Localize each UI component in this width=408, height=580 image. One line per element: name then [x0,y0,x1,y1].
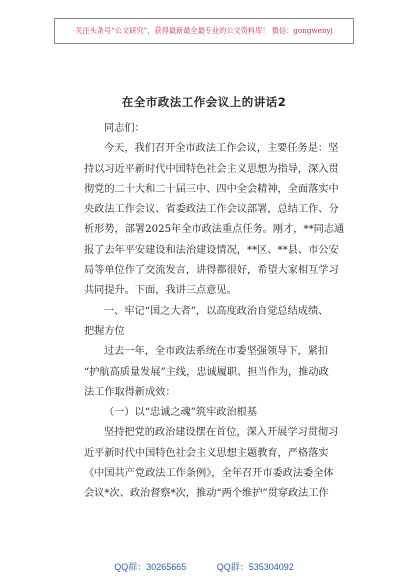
section-heading: 把握方位 [84,325,125,337]
paragraph-line: 法工作取得新成效： [84,386,176,398]
paragraph-line: 《中国共产党政法工作条例》，全年召开市委政法委全体 [84,468,334,480]
paragraph-line: 共同提升。下面，我讲三点意见。 [84,285,237,297]
document-body [84,119,348,505]
paragraph-line: 过去一年，全市政法系统在市委坚强领导下，紧扣 [104,346,329,358]
paragraph-line: 报了去年平安建设和法治建设情况，**区、**县、市公安 [84,244,339,256]
salutation: 同志们： [104,123,145,134]
paragraph-line: 央政法工作会议、省委政法工作会议部署，总结工作、分 [84,204,339,216]
subsection-heading: （一）以“忠诚之魂”筑牢政治根基 [104,407,258,419]
paragraph-line: 近平新时代中国特色社会主义思想主题教育，严格落实 [84,447,329,459]
paragraph-line: 析形势，部署2025年全市政法重点任务。刚才，**同志通 [84,224,345,236]
section-heading: 一、牢记“国之大者”，以高度政治自觉总结成绩、 [104,305,329,317]
paragraph-line: 会议*次、政治督察*次，推动“两个维护”贯穿政法工作 [84,488,329,500]
footer [0,560,408,573]
paragraph-line: 彻党的二十大和二十届三中、四中全会精神，全面落实中 [84,183,339,195]
paragraph-line: 今天，我们召开全市政法工作会议，主要任务是：坚 [104,143,339,155]
paragraph-line: 局等单位作了交流发言，讲得都很好，希望大家相互学习 [84,265,339,277]
paragraph-line: 持以习近平新时代中国特色社会主义思想为指导，深入贯 [84,163,339,175]
header-banner: 关注头条号“公文研究”，获得最新最全最专业的公文资料库！ 微信：gongwenyj [54,18,354,44]
paragraph-line: 坚持把党的政治建设摆在首位，深入开展学习贯彻习 [104,427,339,439]
footer-qq-group-1: QQ群：30265665 [114,562,187,572]
paragraph-line: “护航高质量发展”主线，忠诚履职、担当作为，推动政 [84,366,329,378]
document-title: 在全市政法工作会议上的讲话2 [121,95,287,109]
footer-qq-group-2: QQ群：535304092 [216,562,294,572]
